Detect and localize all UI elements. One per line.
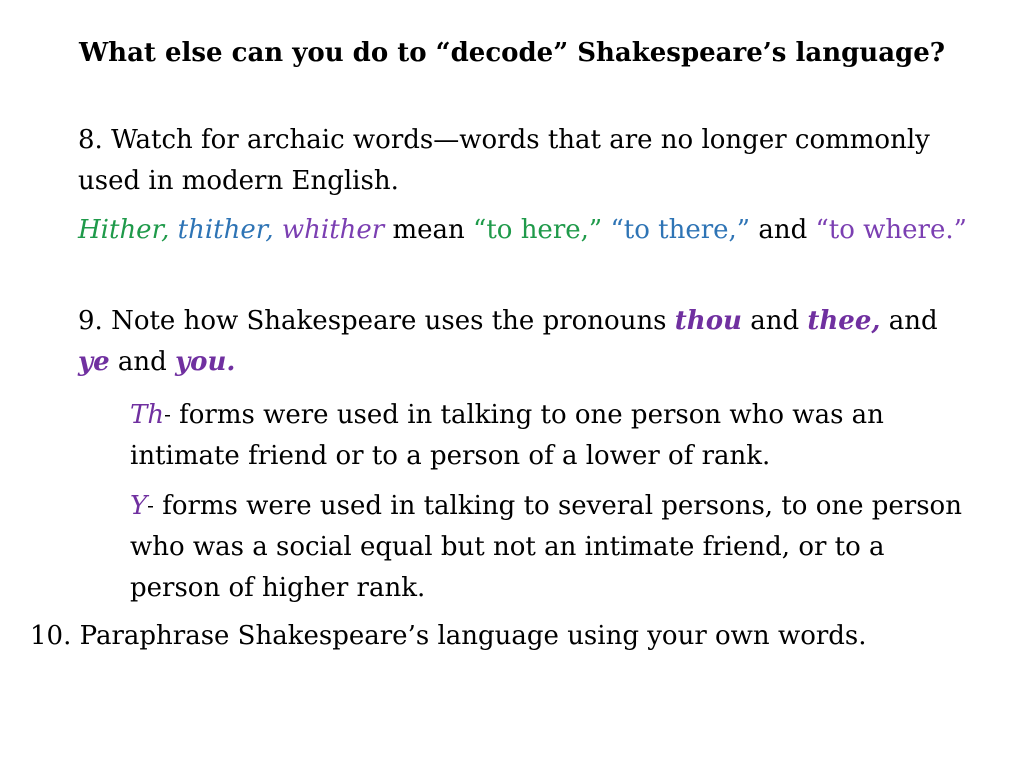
- meaning-to-there: “to there,”: [610, 215, 751, 245]
- pronoun-you: you.: [175, 347, 236, 377]
- and-text: and: [880, 306, 938, 336]
- y-prefix: Y: [130, 491, 148, 521]
- pronouns-intro: 9. Note how Shakespeare uses the pronouns: [78, 306, 675, 336]
- word-hither: Hither,: [78, 215, 170, 245]
- word-whither: whither: [281, 215, 385, 245]
- item-10-paraphrase: 10. Paraphrase Shakespeare’s language using your own words.: [30, 621, 867, 651]
- and-text: and: [741, 306, 808, 336]
- pronoun-thou: thou: [674, 306, 742, 336]
- pronoun-ye: ye: [78, 347, 110, 377]
- y-forms-note: [130, 485, 980, 609]
- y-dash: -: [147, 493, 154, 517]
- th-dash: -: [164, 402, 171, 426]
- th-forms-note: [130, 394, 980, 477]
- th-prefix: Th: [130, 400, 165, 430]
- meaning-to-where: “to where.”: [815, 215, 967, 245]
- slide-title: What else can you do to “decode” Shakespeare’s language?: [78, 38, 946, 68]
- meaning-to-here: “to here,”: [473, 215, 603, 245]
- and-text: and: [109, 347, 176, 377]
- item-9-pronouns: [78, 301, 993, 383]
- mean-text: mean: [384, 215, 474, 245]
- th-forms-text: forms were used in talking to one person who was an intimate friend or to a person of a lower of rank.: [130, 400, 884, 471]
- y-forms-text: forms were used in talking to several persons, to one person who was a social equal but not an intimate friend, or to a person of higher rank.: [130, 491, 962, 603]
- archaic-examples: [78, 210, 993, 251]
- item-8-archaic-words: 8. Watch for archaic words—words that are no longer commonly used in modern English.: [78, 125, 930, 196]
- word-thither: thither,: [177, 215, 274, 245]
- pronoun-thee: thee,: [807, 306, 881, 336]
- and-text: and: [750, 215, 816, 245]
